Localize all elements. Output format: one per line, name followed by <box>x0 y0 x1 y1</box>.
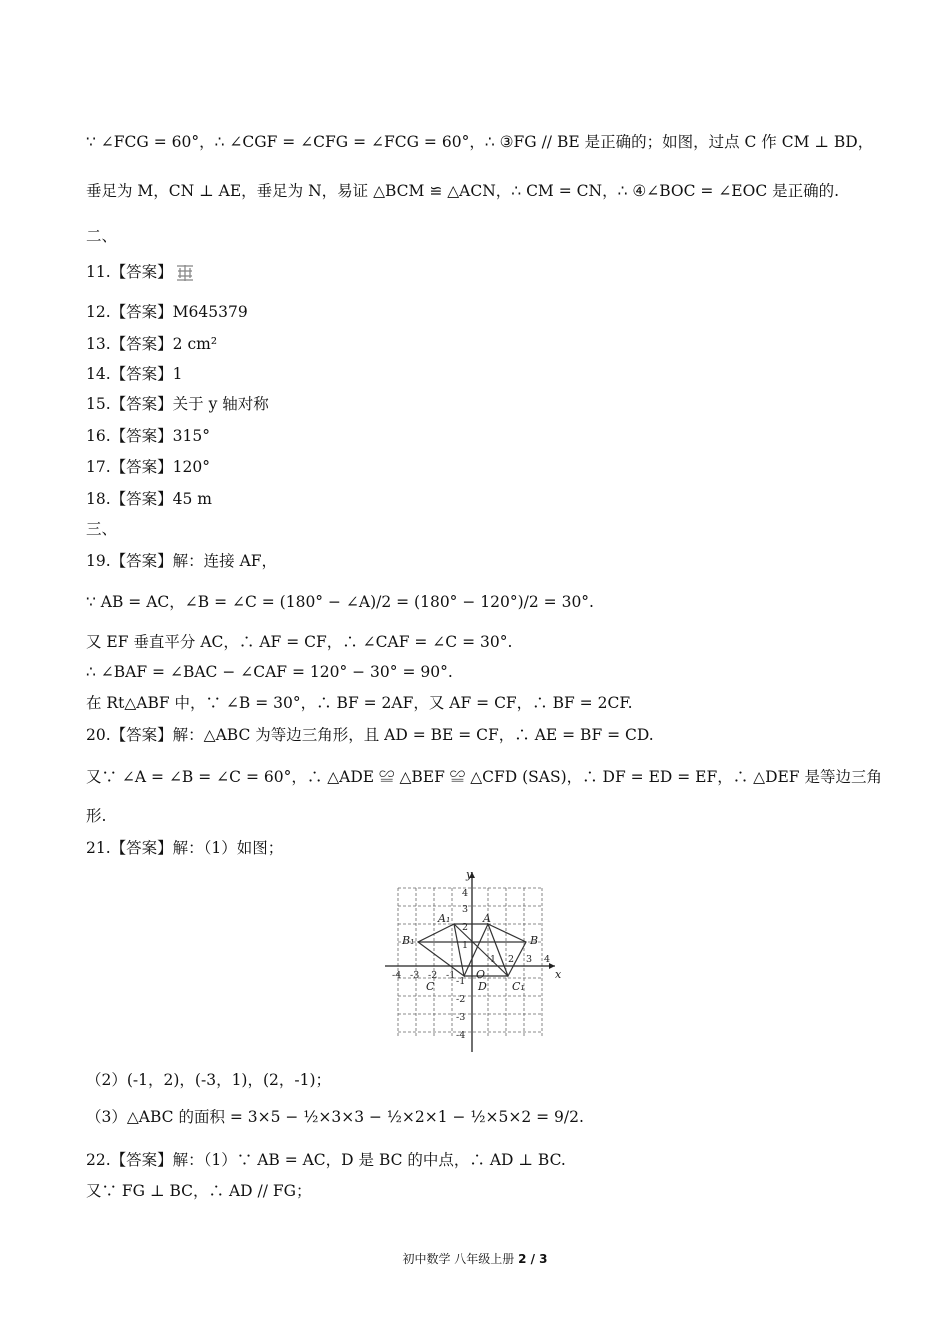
x-tick-label: -1 <box>446 970 456 981</box>
x-tick-label: 1 <box>490 954 497 965</box>
axis-y-label: y <box>466 868 473 881</box>
section-heading: 二、 <box>86 227 118 245</box>
point-label-D: D <box>478 980 487 993</box>
y-tick-label: -1 <box>456 976 466 987</box>
answer-21-line: （3）△ABC 的面积 = 3×5 − ½×3×3 − ½×2×1 − ½×5×2 = 9/2. <box>86 1108 584 1126</box>
coordinate-grid-figure <box>380 866 565 1056</box>
x-tick-label: 2 <box>508 954 515 965</box>
point-label-B1: B₁ <box>402 934 415 947</box>
answer-18: 18.【答案】45 m <box>86 490 212 508</box>
answer-19-line: 在 Rt△ABF 中，∵ ∠B = 30°，∴ BF = 2AF，又 AF = CF，∴ BF = 2CF. <box>86 694 633 712</box>
answer-19-line: 19.【答案】解：连接 AF， <box>86 552 278 570</box>
symmetric-figure-icon <box>175 264 195 282</box>
point-label-C: C <box>426 980 435 993</box>
x-tick-label: -2 <box>428 970 438 981</box>
page-number: 2 / 3 <box>518 1252 548 1266</box>
y-tick-label: -4 <box>456 1030 466 1041</box>
answer-22-line: 22.【答案】解：（1）∵ AB = AC，D 是 BC 的中点，∴ AD ⊥ BC. <box>86 1151 566 1169</box>
answer-19-line: ∵ AB = AC，∠B = ∠C = (180° − ∠A)/2 = (180° − 120°)/2 = 30°. <box>86 593 594 611</box>
answer-19-line: 又 EF 垂直平分 AC，∴ AF = CF，∴ ∠CAF = ∠C = 30°. <box>86 633 513 651</box>
x-tick-label: 3 <box>526 954 533 965</box>
answer-17: 17.【答案】120° <box>86 458 210 476</box>
answer-22-line: 又∵ FG ⊥ BC，∴ AD // FG； <box>86 1182 312 1200</box>
answer-20-line: 20.【答案】解：△ABC 为等边三角形，且 AD = BE = CF，∴ AE = BF = CD. <box>86 726 654 744</box>
section-heading: 三、 <box>86 520 118 538</box>
answer-19-line: ∴ ∠BAF = ∠BAC − ∠CAF = 120° − 30° = 90°. <box>86 663 453 681</box>
x-tick-label: 4 <box>544 954 551 965</box>
x-tick-label: -4 <box>392 970 402 981</box>
y-tick-label: -2 <box>456 994 466 1005</box>
y-tick-label: 1 <box>462 940 469 951</box>
y-tick-label: -3 <box>456 1012 466 1023</box>
point-label-B: B <box>530 934 539 947</box>
axis-x-label: x <box>555 968 562 981</box>
answer-12: 12.【答案】M645379 <box>86 303 248 321</box>
answer-text-line: 垂足为 M，CN ⊥ AE，垂足为 N，易证 △BCM ≌ △ACN，∴ CM = CN，∴ ④∠BOC = ∠EOC 是正确的. <box>86 182 840 200</box>
y-tick-label: 3 <box>462 904 469 915</box>
answer-14: 14.【答案】1 <box>86 365 183 383</box>
answer-11: 11.【答案】 <box>86 262 890 282</box>
answer-16: 16.【答案】315° <box>86 427 210 445</box>
footer-text: 初中数学 八年级上册 <box>402 1252 519 1266</box>
coordinate-grid-svg <box>380 866 565 1056</box>
answer-15: 15.【答案】关于 y 轴对称 <box>86 395 269 413</box>
point-label-A: A <box>483 912 491 925</box>
page-footer <box>0 1250 950 1267</box>
answer-13: 13.【答案】2 cm² <box>86 335 218 353</box>
answer-text-line: ∵ ∠FCG = 60°，∴ ∠CGF = ∠CFG = ∠FCG = 60°，∴ ③FG // BE 是正确的；如图，过点 C 作 CM ⊥ BD， <box>86 133 874 151</box>
y-tick-label: 4 <box>462 888 469 899</box>
answer-21-line: 21.【答案】解：（1）如图； <box>86 839 284 857</box>
answer-20-line: 又∵ ∠A = ∠B = ∠C = 60°，∴ △ADE ≌ △BEF ≌ △CFD (SAS)，∴ DF = ED = EF，∴ △DEF 是等边三角 <box>86 768 882 786</box>
point-label-A1: A₁ <box>438 912 451 925</box>
answer-21-line: （2）(-1，2)，(-3，1)，(2，-1)； <box>86 1071 332 1089</box>
answer-20-line: 形. <box>86 807 107 825</box>
origin-label: O <box>476 968 486 981</box>
point-label-C1: C₁ <box>512 980 525 993</box>
x-tick-label: -3 <box>410 970 420 981</box>
y-tick-label: 2 <box>462 922 469 933</box>
